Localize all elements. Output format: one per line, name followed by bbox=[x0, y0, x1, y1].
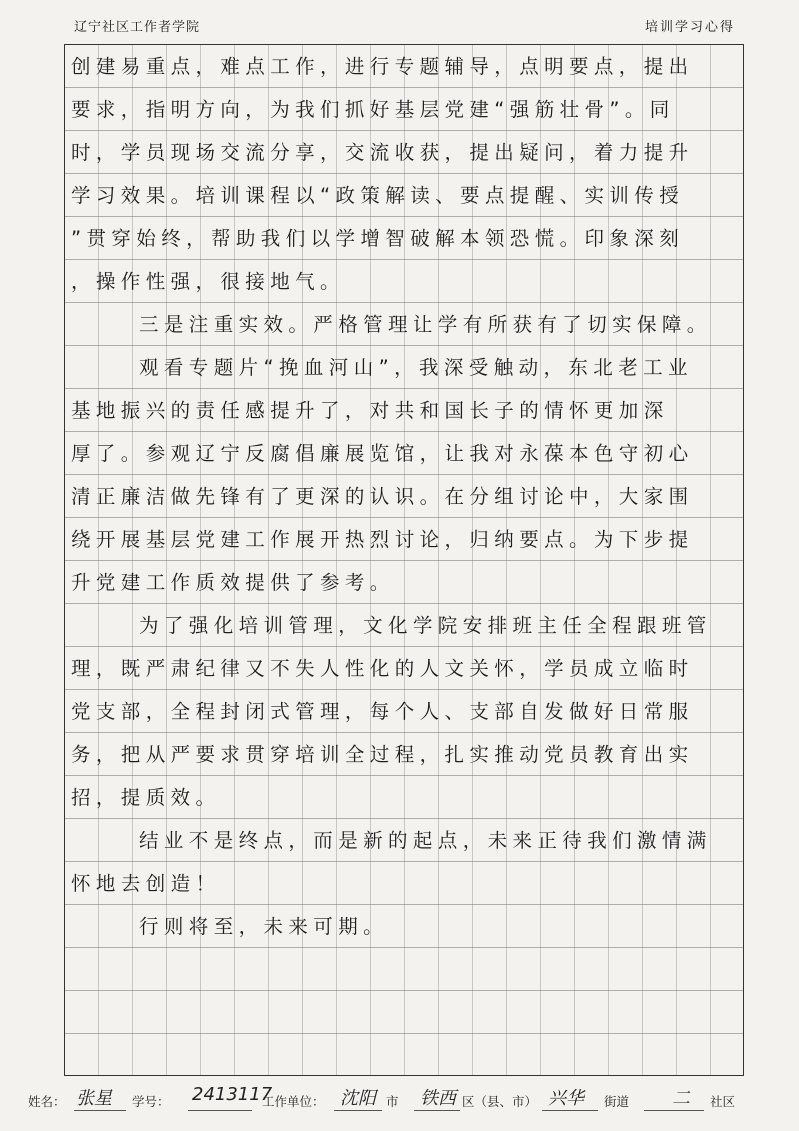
street-value: 兴华 bbox=[548, 1088, 584, 1109]
name-label: 姓名： bbox=[28, 1094, 66, 1109]
street-underline bbox=[542, 1110, 598, 1111]
community-label: 社区 bbox=[710, 1094, 736, 1109]
text-line: 三是注重实效。严格管理让学有所获有了切实保障。 bbox=[139, 313, 712, 336]
text-line: 观看专题片“挽血河山”，我深受触动，东北老工业 bbox=[139, 356, 693, 379]
text-line: 结业不是终点，而是新的起点，未来正待我们激情满 bbox=[139, 829, 712, 852]
text-line: 为了强化培训管理，文化学院安排班主任全程跟班管 bbox=[139, 614, 712, 637]
id-label: 学号： bbox=[132, 1094, 170, 1109]
city-label: 市 bbox=[386, 1094, 399, 1109]
id-underline bbox=[188, 1110, 252, 1111]
grid-paper bbox=[64, 44, 744, 1076]
text-line: 创建易重点，难点工作，进行专题辅导，点明要点，提出 bbox=[71, 55, 694, 78]
document-type: 培训学习心得 bbox=[644, 20, 735, 35]
city-underline bbox=[334, 1110, 382, 1111]
college-name: 辽宁社区工作者学院 bbox=[74, 20, 201, 35]
handwritten-text bbox=[65, 45, 743, 948]
text-line: 厚了。参观辽宁反腐倡廉展览馆，让我对永葆本色守初心 bbox=[71, 442, 694, 465]
street-label: 街道 bbox=[604, 1094, 630, 1109]
text-line: ，操作性强，很接地气。 bbox=[71, 270, 345, 293]
community-underline bbox=[644, 1110, 704, 1111]
district-label: 区（县、市） bbox=[462, 1094, 538, 1109]
district-underline bbox=[414, 1110, 460, 1111]
text-line: 绕开展基层党建工作展开热烈讨论，归纳要点。为下步提 bbox=[71, 528, 694, 551]
page-header bbox=[0, 0, 799, 44]
text-line: 升党建工作质效提供了参考。 bbox=[71, 571, 395, 594]
text-line: 怀地去创造！ bbox=[71, 872, 221, 895]
text-line: 学习效果。培训课程以“政策解读、要点提醒、实训传授 bbox=[71, 184, 685, 207]
text-line: 要求，指明方向，为我们抓好基层党建“强筋壮骨”。同 bbox=[71, 98, 675, 121]
text-line: 理，既严肃纪律又不失人性化的人文关怀，学员成立临时 bbox=[71, 657, 694, 680]
text-line: ”贯穿始终，帮助我们以学增智破解本领恐慌。印象深刻 bbox=[71, 227, 685, 250]
text-line: 务，把从严要求贯穿培训全过程，扎实推动党员教育出实 bbox=[71, 743, 694, 766]
text-line: 清正廉洁做先锋有了更深的认识。在分组讨论中，大家围 bbox=[71, 485, 694, 508]
text-line: 时，学员现场交流分享，交流收获，提出疑问，着力提升 bbox=[71, 141, 694, 164]
name-value: 张星 bbox=[76, 1088, 112, 1109]
district-value: 铁西 bbox=[420, 1088, 456, 1109]
page-footer bbox=[0, 1080, 799, 1114]
work-unit-label: 工作单位： bbox=[262, 1094, 325, 1109]
city-value: 沈阳 bbox=[340, 1088, 376, 1109]
text-line: 基地振兴的责任感提升了，对共和国长子的情怀更加深 bbox=[71, 399, 669, 422]
community-value: 二 bbox=[672, 1088, 690, 1109]
text-line: 招，提质效。 bbox=[71, 786, 221, 809]
name-underline bbox=[74, 1110, 126, 1111]
id-value: 2413117 bbox=[192, 1084, 273, 1105]
text-line: 党支部，全程封闭式管理，每个人、支部自发做好日常服 bbox=[71, 700, 694, 723]
text-line: 行则将至，未来可期。 bbox=[139, 915, 389, 938]
